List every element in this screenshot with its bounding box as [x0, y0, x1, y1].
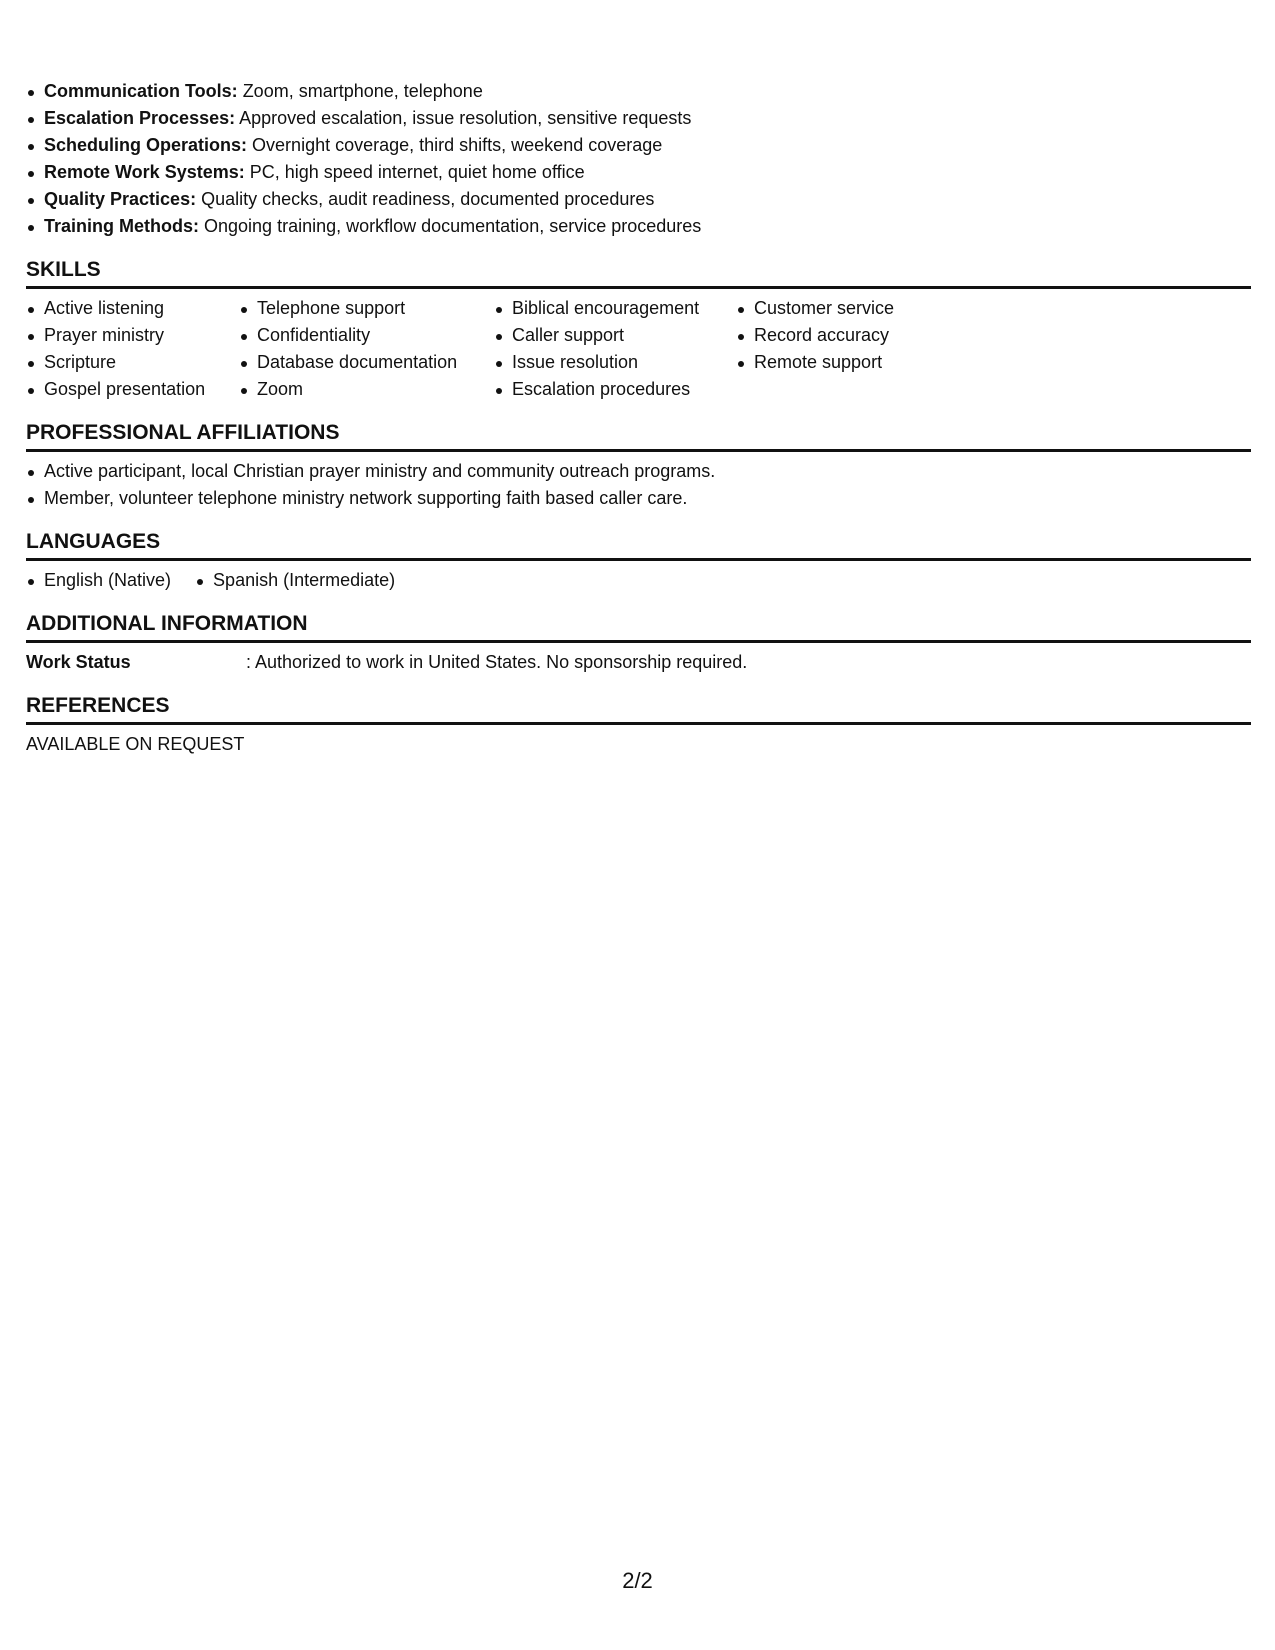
- competency-value: PC, high speed internet, quiet home office: [249, 162, 585, 182]
- skills-column: [239, 295, 494, 403]
- section-title: REFERENCES: [26, 692, 1251, 725]
- competency-label: Communication Tools:: [44, 81, 238, 101]
- list-item: [26, 186, 1251, 213]
- list-item: Gospel presentation: [26, 376, 239, 403]
- skills-section: [26, 256, 1251, 403]
- list-item: [26, 132, 1251, 159]
- list-item: Caller support: [494, 322, 736, 349]
- competency-label: Training Methods:: [44, 216, 199, 236]
- list-item: Confidentiality: [239, 322, 494, 349]
- list-item: [26, 159, 1251, 186]
- languages-list: [26, 561, 1251, 594]
- list-item: Telephone support: [239, 295, 494, 322]
- work-status-row: [26, 643, 1251, 676]
- list-item: [26, 78, 1251, 105]
- competency-value: Approved escalation, issue resolution, sensitive requests: [239, 108, 692, 128]
- competency-value: Quality checks, audit readiness, documented procedures: [201, 189, 655, 209]
- skills-column: [736, 295, 956, 403]
- list-item: Prayer ministry: [26, 322, 239, 349]
- competency-label: Scheduling Operations:: [44, 135, 248, 155]
- section-title: SKILLS: [26, 256, 1251, 289]
- competency-label: Remote Work Systems:: [44, 162, 245, 182]
- list-item: Escalation procedures: [494, 376, 736, 403]
- list-item: Customer service: [736, 295, 956, 322]
- skills-grid: [26, 289, 1251, 403]
- list-item: Active participant, local Christian prayer ministry and community outreach programs.: [26, 458, 1251, 485]
- list-item: [26, 213, 1251, 240]
- affiliations-section: [26, 419, 1251, 512]
- list-item: Database documentation: [239, 349, 494, 376]
- list-item: Member, volunteer telephone ministry network supporting faith based caller care.: [26, 485, 1251, 512]
- section-title: PROFESSIONAL AFFILIATIONS: [26, 419, 1251, 452]
- competencies-list: [26, 78, 1251, 240]
- competency-value: Ongoing training, workflow documentation, service procedures: [204, 216, 702, 236]
- references-text: AVAILABLE ON REQUEST: [26, 734, 245, 754]
- list-item: Record accuracy: [736, 322, 956, 349]
- competency-label: Escalation Processes:: [44, 108, 236, 128]
- list-item: Spanish (Intermediate): [195, 567, 395, 594]
- work-status-label: Work Status: [26, 652, 131, 672]
- list-item: English (Native): [26, 567, 171, 594]
- page-number: 2/2: [622, 1568, 653, 1593]
- list-item: Biblical encouragement: [494, 295, 736, 322]
- list-item: Scripture: [26, 349, 239, 376]
- list-item: Zoom: [239, 376, 494, 403]
- additional-info-section: [26, 610, 1251, 676]
- references-section: [26, 692, 1251, 758]
- section-title: LANGUAGES: [26, 528, 1251, 561]
- list-item: Issue resolution: [494, 349, 736, 376]
- list-item: [26, 105, 1251, 132]
- competency-value: Zoom, smartphone, telephone: [242, 81, 483, 101]
- section-title: ADDITIONAL INFORMATION: [26, 610, 1251, 643]
- resume-page: [26, 78, 1251, 758]
- skills-column: [494, 295, 736, 403]
- work-status-value: : Authorized to work in United States. No sponsorship required.: [246, 652, 748, 672]
- competency-label: Quality Practices:: [44, 189, 197, 209]
- list-item: Remote support: [736, 349, 956, 376]
- languages-section: [26, 528, 1251, 594]
- list-item: Active listening: [26, 295, 239, 322]
- affiliations-list: [26, 452, 1251, 512]
- competency-value: Overnight coverage, third shifts, weekend coverage: [252, 135, 663, 155]
- skills-column: [26, 295, 239, 403]
